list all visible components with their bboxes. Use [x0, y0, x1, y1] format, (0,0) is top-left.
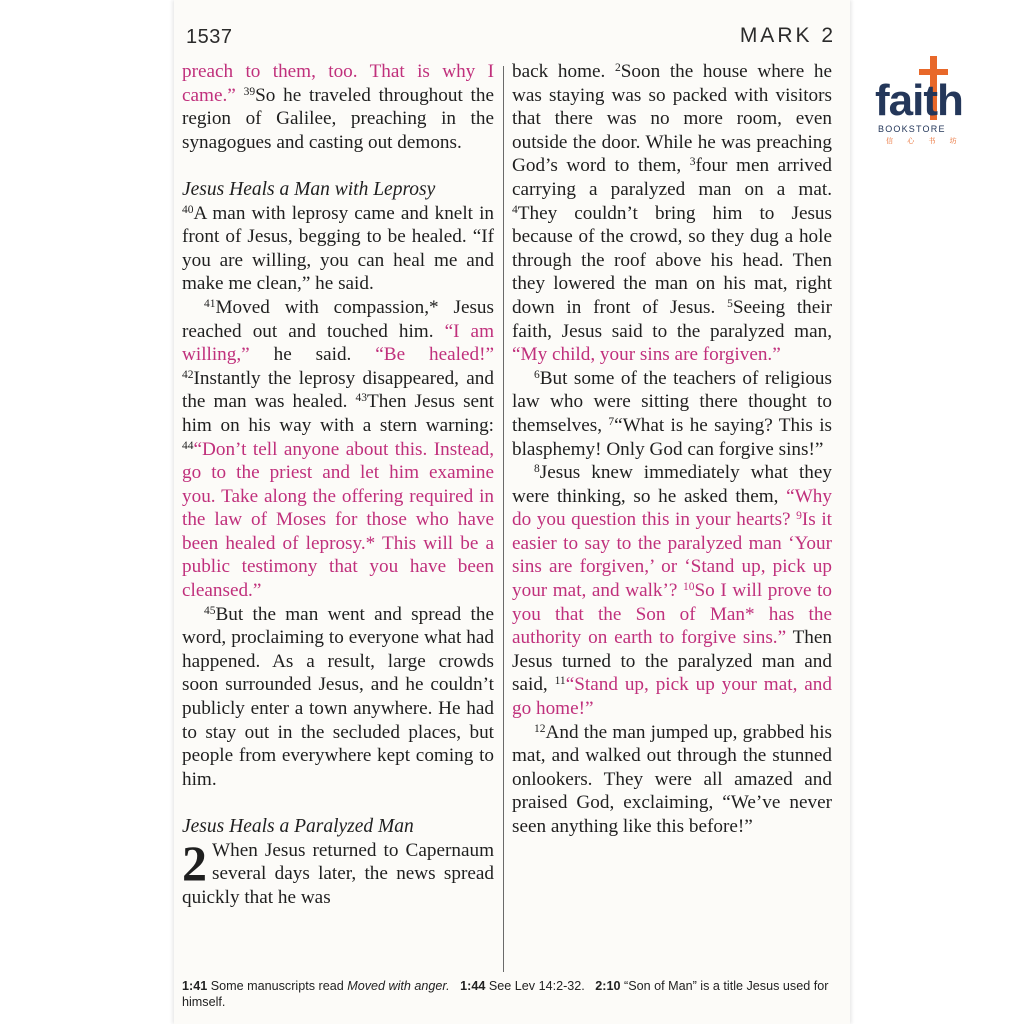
- words-of-jesus: So I will prove to you that the Son of Man* has the authority on earth to forgive sins.”: [512, 580, 832, 649]
- chapter-number: 2: [182, 834, 207, 891]
- footnotes: [182, 978, 842, 1010]
- verse-number: 12: [534, 722, 546, 735]
- words-of-jesus: Is it easier to say to the paralyzed man ‘Your sins are forgiven,’ or ‘Stand up, pick up your mat, and walk’?: [512, 509, 832, 602]
- verse-number: 5: [727, 297, 733, 310]
- words-of-jesus: “Stand up, pick up your mat, and go home!”: [512, 674, 832, 720]
- faith-bookstore-logo: [873, 56, 973, 156]
- verse-number: 6: [534, 368, 540, 381]
- verse-number: 39: [243, 85, 256, 98]
- verse-text: They couldn’t bring him to Jesus because of the crowd, so they dug a hole through the roof above his head. Then they lowered the man on his mat, right down in front of Jesus.: [512, 202, 832, 318]
- words-of-jesus: preach to them, too. That is why I came.”: [182, 61, 494, 106]
- footnote-text: “Son of Man” is a title Jesus used for himself.: [182, 979, 829, 1009]
- verse-text: four men arrived carrying a paralyzed man on a mat.: [512, 155, 832, 200]
- paragraph: [512, 367, 832, 461]
- running-head: MARK 2: [739, 24, 836, 47]
- verse-text: he said.: [249, 344, 376, 366]
- verse-text: When Jesus returned to Capernaum several days later, the news spread quickly that he was: [182, 839, 494, 908]
- verse-number: 3: [689, 156, 696, 169]
- right-column: [512, 60, 832, 839]
- verse-text: Jesus knew immediately what they were thinking, so he asked them,: [512, 462, 832, 507]
- logo-subtitle: BOOKSTORE: [878, 124, 946, 134]
- words-of-jesus: “My child, your sins are forgiven.”: [512, 344, 781, 366]
- verse-text: And the man jumped up, grabbed his mat, and walked out through the stunned onlookers. They were all amazed and praised God, exclaiming, “We’ve never seen anything like this before!”: [512, 721, 832, 837]
- verse-text: Then Jesus sent him on his way with a stern warning:: [182, 391, 494, 436]
- words-of-jesus: “I am willing,”: [182, 320, 494, 366]
- footnote-italic: Moved with anger.: [347, 979, 450, 993]
- verse-number: 8: [534, 463, 540, 476]
- footnote-ref: 1:41: [182, 979, 208, 993]
- verse-text: Instantly the leprosy disappeared, and the man was healed.: [182, 367, 494, 413]
- verse-text: back home.: [512, 61, 615, 82]
- verse-number: 10: [683, 581, 695, 594]
- paragraph: [512, 721, 832, 839]
- words-of-jesus: “Be healed!”: [375, 344, 494, 366]
- verse-text: But the man went and spread the word, proclaiming to everyone what had happened. As a result, large crowds soon surrounded Jesus, and he couldn’t publicly enter a town anywhere. He had to stay out in the secluded places, but people from everywhere kept coming to him.: [182, 603, 494, 790]
- cross-icon-bar: [919, 69, 948, 75]
- verse-text: Then Jesus turned to the paralyzed man and said,: [512, 627, 832, 696]
- verse-text: Soon the house where he was staying was so packed with visitors that there was no more room, even outside the door. While he was preaching God’s word to them,: [512, 61, 832, 177]
- verse-number: 2: [614, 62, 621, 74]
- footnote-ref: 2:10: [595, 979, 621, 993]
- bible-page: [174, 0, 850, 1024]
- verse-text: So he traveled throughout the region of Galilee, preaching in the synagogues and casting out demons.: [182, 84, 495, 153]
- words-of-jesus: “Why do you question this in your hearts?: [512, 485, 832, 531]
- section-heading: Jesus Heals a Paralyzed Man: [182, 816, 414, 837]
- verse-text: Moved with compassion,* Jesus reached out and touched him.: [182, 296, 494, 342]
- verse-number: 11: [554, 675, 566, 688]
- verse-number: 42: [182, 368, 194, 381]
- page-number: 1537: [186, 26, 233, 48]
- verse-number: 41: [204, 297, 216, 310]
- verse-text: A man with leprosy came and knelt in front of Jesus, begging to be healed. “If you are willing, you can heal me and make me clean,” he said.: [182, 202, 494, 295]
- verse-number: 4: [512, 203, 518, 216]
- verse-text: But some of the teachers of religious law who were sitting there thought to themselves,: [512, 367, 832, 436]
- paragraph: [512, 461, 832, 721]
- footnote-ref: 1:44: [460, 979, 486, 993]
- verse-text: “What is he saying? This is blasphemy! Only God can forgive sins!”: [512, 414, 832, 460]
- paragraph: [182, 296, 494, 603]
- column-divider: [503, 66, 504, 972]
- paragraph: [182, 834, 494, 910]
- verse-number: 40: [182, 203, 194, 216]
- paragraph: [182, 202, 494, 296]
- verse-number: 9: [796, 510, 802, 523]
- verse-number: 43: [355, 392, 367, 405]
- logo-word: faith: [875, 76, 963, 125]
- paragraph: [182, 60, 494, 154]
- verse-number: 44: [182, 439, 194, 452]
- verse-text: Seeing their faith, Jesus said to the paralyzed man,: [512, 296, 832, 342]
- footnote-text: See Lev 14:2-32.: [485, 979, 585, 993]
- section-heading: Jesus Heals a Man with Leprosy: [182, 178, 436, 200]
- verse-number: 45: [204, 604, 216, 617]
- left-column: [182, 60, 494, 909]
- verse-number: 7: [608, 415, 615, 428]
- logo-chinese: 信 心 书 坊: [886, 137, 963, 145]
- words-of-jesus: “Don’t tell anyone about this. Instead, go to the priest and let him examine you. Take along the offering required in the law of Moses for those who have been healed of leprosy.* This will be a public testimony that you have been cleansed.”: [182, 438, 494, 602]
- paragraph: [182, 603, 494, 792]
- paragraph: [512, 60, 832, 367]
- footnote-text: Some manuscripts read: [207, 979, 348, 993]
